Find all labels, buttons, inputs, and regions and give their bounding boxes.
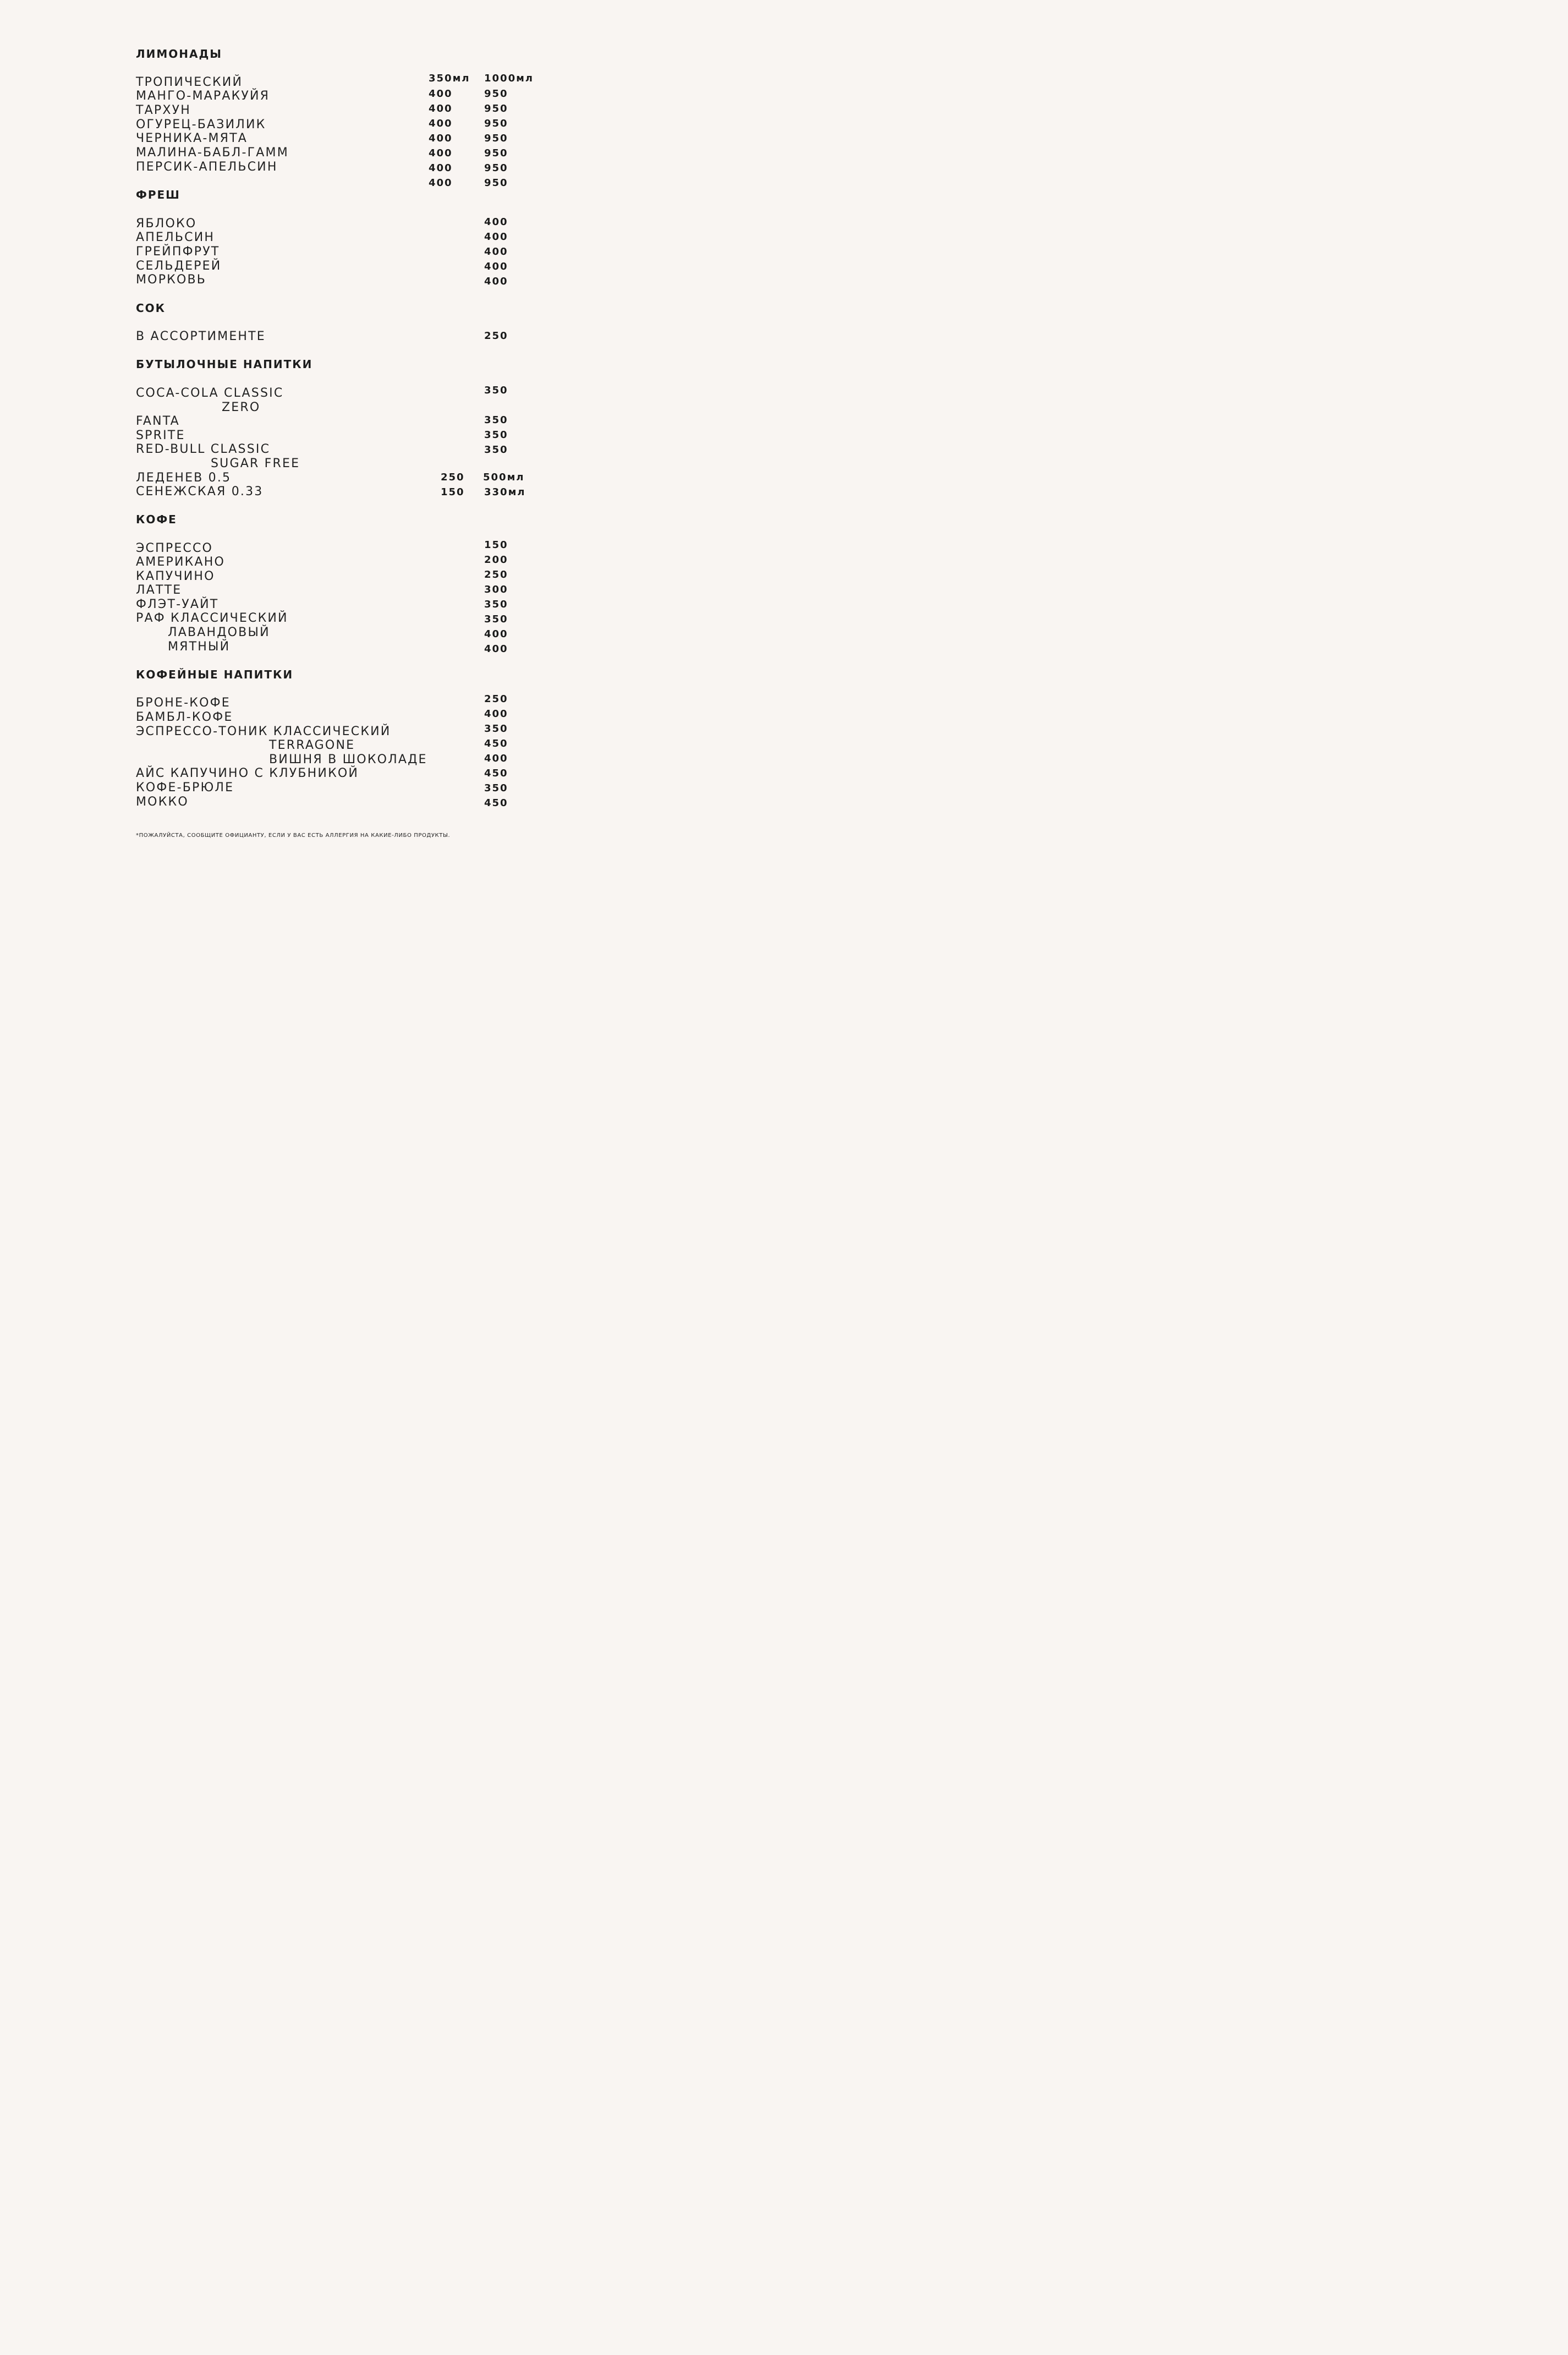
- menu-item-price: 150: [484, 539, 508, 551]
- menu-item-variant: ZERO: [222, 401, 261, 414]
- menu-item-name: COCA-COLA CLASSIC: [136, 386, 284, 400]
- menu-item-price-large: 950: [484, 103, 508, 114]
- menu-item-price-large: 950: [484, 133, 508, 144]
- menu-item-name: SPRITE: [136, 429, 185, 442]
- menu-item-name: RED-BULL CLASSIC: [136, 442, 271, 456]
- menu-item-name: ЯБЛОКО: [136, 217, 197, 231]
- menu-item-price: 400: [484, 643, 508, 655]
- menu-item-price: 350: [484, 599, 508, 610]
- menu-item-price: 250: [484, 330, 508, 342]
- menu-item-variant: TERRAGONE: [269, 738, 355, 752]
- menu-item-price-large: 950: [484, 88, 508, 100]
- menu-item-price-small: 400: [429, 147, 453, 159]
- menu-item-price-small: 400: [429, 118, 453, 129]
- menu-item-price-mid: 250: [441, 472, 465, 483]
- menu-item-name: СЕЛЬДЕРЕЙ: [136, 259, 222, 273]
- menu-item-name: СЕНЕЖСКАЯ 0.33: [136, 485, 264, 499]
- menu-item-name: В АССОРТИМЕНТЕ: [136, 330, 266, 343]
- lemonades-size-small-header: 350мл: [429, 73, 470, 84]
- menu-item-name: МОККО: [136, 795, 189, 809]
- menu-item-price-large: 950: [484, 147, 508, 159]
- menu-item-name: АПЕЛЬСИН: [136, 231, 215, 244]
- menu-item-name: ТАРХУН: [136, 103, 191, 117]
- menu-item-price: 350: [484, 385, 508, 396]
- menu-item-price: 450: [484, 797, 508, 809]
- menu-item-name: ЭСПРЕССО: [136, 541, 213, 555]
- menu-item-name: ФЛЭТ-УАЙТ: [136, 598, 219, 611]
- menu-item-name: ОГУРЕЦ-БАЗИЛИК: [136, 118, 266, 132]
- menu-item-name: МАЛИНА-БАБЛ-ГАММ: [136, 146, 289, 160]
- menu-item-name: РАФ КЛАССИЧЕСКИЙ: [136, 611, 288, 625]
- section-title-lemonades: ЛИМОНАДЫ: [136, 47, 223, 61]
- menu-item-name: БАМБЛ-КОФЕ: [136, 710, 233, 724]
- menu-item-volume: 330мл: [484, 486, 526, 498]
- menu-item-name: КОФЕ-БРЮЛЕ: [136, 781, 234, 795]
- menu-item-name: FANTA: [136, 414, 180, 428]
- menu-item-price: 200: [484, 554, 508, 566]
- menu-item-price-small: 400: [429, 177, 453, 189]
- menu-item-price: 350: [484, 414, 508, 426]
- allergy-footnote: *ПОЖАЛУЙСТА, СООБЩИТЕ ОФИЦИАНТУ, ЕСЛИ У ВАС ЕСТЬ АЛЛЕРГИЯ НА КАКИЕ-ЛИБО ПРОДУКТЫ.: [136, 833, 451, 839]
- section-title-coffee: КОФЕ: [136, 513, 177, 526]
- lemonades-size-large-header: 1000мл: [484, 73, 534, 84]
- menu-item-name: АМЕРИКАНО: [136, 555, 225, 569]
- menu-item-name: КАПУЧИНО: [136, 569, 215, 583]
- menu-item-price: 350: [484, 444, 508, 456]
- menu-item-name: ЧЕРНИКА-МЯТА: [136, 132, 248, 145]
- section-title-bottled: БУТЫЛОЧНЫЕ НАПИТКИ: [136, 358, 313, 371]
- menu-item-price-large: 950: [484, 177, 508, 189]
- menu-item-name: ГРЕЙПФРУТ: [136, 245, 220, 259]
- menu-item-price: 250: [484, 569, 508, 580]
- menu-item-price: 350: [484, 782, 508, 794]
- menu-item-price: 400: [484, 216, 508, 228]
- menu-item-price: 400: [484, 276, 508, 287]
- menu-item-variant: SUGAR FREE: [211, 457, 300, 470]
- menu-item-price: 450: [484, 768, 508, 779]
- menu-item-price-large: 950: [484, 162, 508, 174]
- menu-item-variant: ВИШНЯ В ШОКОЛАДЕ: [269, 753, 427, 766]
- menu-item-price: 250: [484, 693, 508, 705]
- menu-item-price-mid: 150: [441, 486, 465, 498]
- menu-item-price-small: 400: [429, 162, 453, 174]
- menu-item-name: МАНГО-МАРАКУЙЯ: [136, 89, 270, 103]
- menu-item-name: ЛЕДЕНЕВ 0.5: [136, 471, 232, 485]
- menu-item-name: ТРОПИЧЕСКИЙ: [136, 75, 243, 89]
- menu-item-price: 400: [484, 753, 508, 764]
- menu-item-price: 400: [484, 246, 508, 258]
- section-title-fresh: ФРЕШ: [136, 188, 180, 201]
- menu-item-volume: 500мл: [483, 472, 525, 483]
- menu-item-price: 400: [484, 261, 508, 272]
- menu-item-name: ЛАТТЕ: [136, 583, 182, 597]
- section-title-coffee-drinks: КОФЕЙНЫЕ НАПИТКИ: [136, 668, 294, 681]
- menu-item-price: 350: [484, 614, 508, 625]
- menu-item-price-small: 400: [429, 133, 453, 144]
- section-title-juice: СОК: [136, 302, 166, 315]
- menu-item-price: 400: [484, 231, 508, 243]
- menu-item-price: 350: [484, 723, 508, 735]
- menu-item-price-small: 400: [429, 88, 453, 100]
- menu-item-price: 350: [484, 429, 508, 441]
- menu-item-name: МОРКОВЬ: [136, 273, 207, 287]
- menu-item-variant: ЛАВАНДОВЫЙ: [168, 626, 270, 639]
- menu-item-price: 300: [484, 584, 508, 595]
- menu-item-name: АЙС КАПУЧИНО С КЛУБНИКОЙ: [136, 766, 359, 780]
- menu-item-name: ЭСПРЕССО-ТОНИК КЛАССИЧЕСКИЙ: [136, 725, 391, 738]
- menu-item-variant: МЯТНЫЙ: [168, 640, 231, 654]
- menu-item-price-small: 400: [429, 103, 453, 114]
- menu-item-price: 400: [484, 628, 508, 640]
- menu-item-name: ПЕРСИК-АПЕЛЬСИН: [136, 160, 278, 174]
- menu-item-price: 450: [484, 738, 508, 749]
- menu-item-price-large: 950: [484, 118, 508, 129]
- menu-item-name: БРОНЕ-КОФЕ: [136, 696, 231, 710]
- menu-item-price: 400: [484, 708, 508, 720]
